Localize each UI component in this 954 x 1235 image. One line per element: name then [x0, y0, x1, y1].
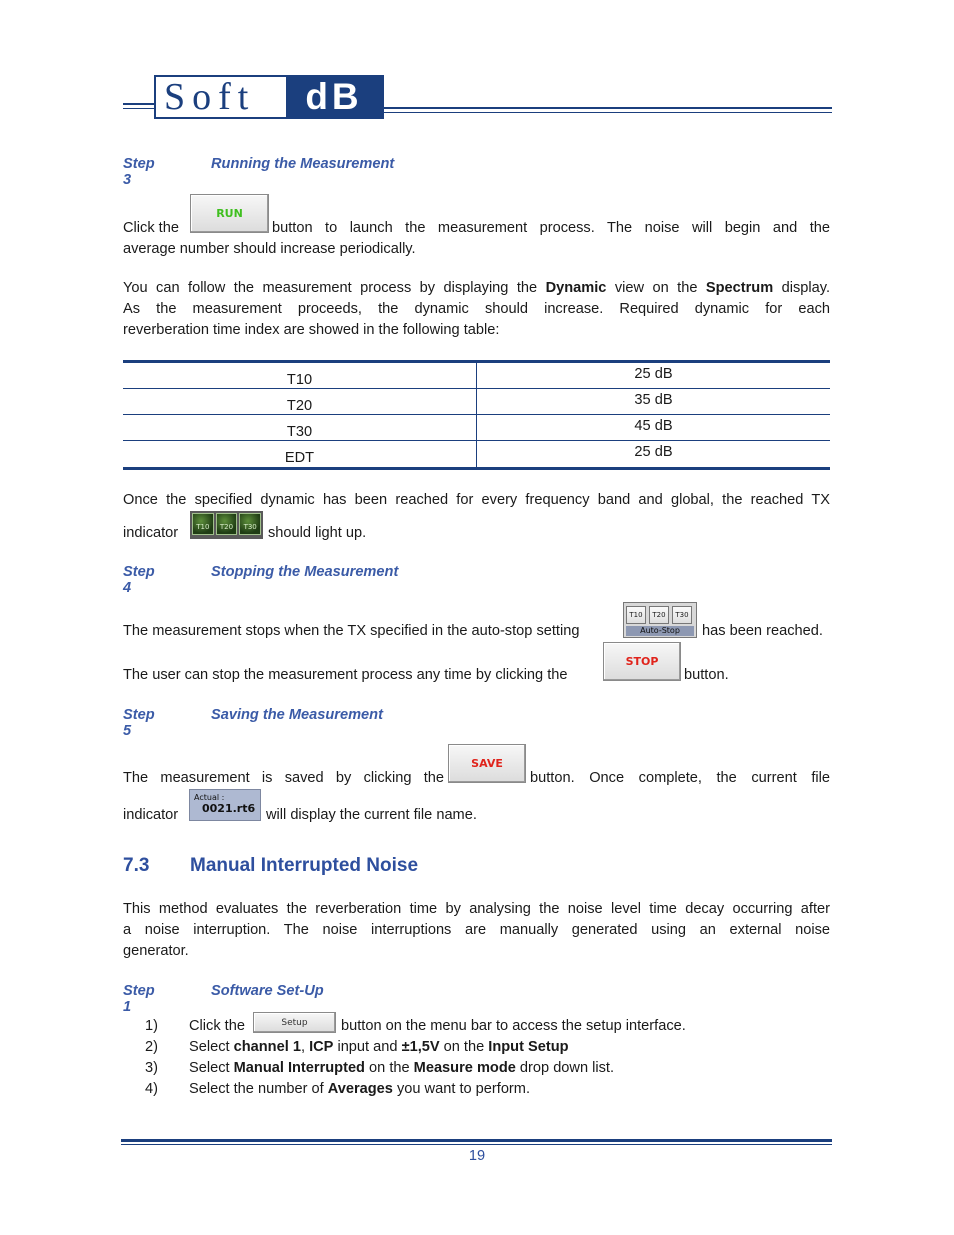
- text: ,: [300, 1039, 310, 1055]
- after-table-line2b: should light up.: [268, 525, 367, 541]
- bold-dynamic: Dynamic: [545, 280, 607, 296]
- softdb-logo: [154, 75, 384, 119]
- autostop-setting[interactable]: [623, 602, 697, 638]
- list-text: [189, 1079, 530, 1100]
- text: You can follow the measurement process by displaying the: [123, 280, 546, 296]
- list-number: 3): [145, 1060, 158, 1076]
- setup-button[interactable]: Setup: [253, 1012, 336, 1033]
- table-bottom-border: [123, 467, 830, 470]
- step4-line1a: The measurement stops when the TX specified in the auto-stop setting: [123, 623, 580, 639]
- table-cell-index: T20: [123, 389, 477, 414]
- text: view on the: [606, 280, 706, 296]
- file-name: 0021.rt6: [202, 802, 256, 815]
- list-item-1-rest: button on the menu bar to access the setup interface.: [341, 1018, 686, 1034]
- page-number: 19: [468, 1148, 486, 1164]
- step3-para1-line1: [123, 218, 179, 239]
- tx-led-t10: T10: [192, 513, 214, 535]
- file-caption: Actual :: [194, 793, 225, 802]
- dynamic-table: [123, 360, 830, 470]
- step-number: Step 1: [123, 983, 155, 1015]
- bold: ±1,5V: [401, 1039, 440, 1055]
- list-number: 2): [145, 1039, 158, 1055]
- text: input and: [333, 1039, 402, 1055]
- text: display.: [773, 280, 831, 296]
- after-table-line2a: indicator: [123, 525, 179, 541]
- section-number: 7.3: [123, 855, 150, 876]
- list-number: 1): [145, 1018, 158, 1034]
- bold: channel 1: [233, 1039, 301, 1055]
- bold: ICP: [309, 1039, 334, 1055]
- step4-line2a: The user can stop the measurement process any time by clicking the: [123, 667, 568, 683]
- para-line: This method evaluates the reverberation time by analysing the noise level time decay occurring after: [123, 901, 830, 917]
- text: on the: [364, 1060, 414, 1076]
- bold: Measure mode: [413, 1060, 516, 1076]
- logo-text-soft: Soft: [156, 77, 286, 117]
- table-row: [123, 441, 830, 467]
- step4-line2b: button.: [684, 667, 729, 683]
- header-rule-right: [380, 107, 832, 109]
- list-text: [189, 1037, 569, 1058]
- step-number: Step 3: [123, 156, 155, 188]
- table-cell-index: EDT: [123, 441, 477, 467]
- step-title: Running the Measurement: [211, 156, 395, 172]
- header-rule-left: [123, 103, 154, 105]
- step5-line1b: button. Once complete, the current file: [530, 770, 830, 786]
- section-paragraph: [123, 899, 830, 962]
- text: Click the: [123, 220, 179, 236]
- step-title: Saving the Measurement: [211, 707, 383, 723]
- step-title: Software Set-Up: [211, 983, 324, 999]
- para-line: reverberation time index are showed in the following table:: [123, 322, 500, 338]
- stop-button[interactable]: STOP: [603, 642, 681, 681]
- tx-led-t30: T30: [239, 513, 261, 535]
- run-button[interactable]: RUN: [190, 194, 269, 233]
- logo-text-db: dB: [286, 77, 382, 117]
- step-number: Step 5: [123, 707, 155, 739]
- text: on the: [439, 1039, 489, 1055]
- table-cell-dynamic: 25 dB: [634, 444, 673, 460]
- list-number: 4): [145, 1081, 158, 1097]
- text: Select: [189, 1039, 234, 1055]
- current-file-indicator: [189, 789, 261, 821]
- bold: Averages: [327, 1081, 393, 1097]
- table-row: [123, 415, 830, 441]
- table-cell-dynamic: 25 dB: [634, 366, 673, 382]
- step5-line2b: will display the current file name.: [266, 807, 477, 823]
- table-cell-dynamic: 35 dB: [634, 392, 673, 408]
- tx-led-t20: T20: [216, 513, 238, 535]
- para-line: a noise interruption. The noise interruptions are manually generated using an external noise: [123, 922, 830, 938]
- autostop-t10-button[interactable]: T10: [626, 606, 646, 624]
- autostop-cells: [624, 603, 696, 624]
- table-cell-index: T30: [123, 415, 477, 440]
- autostop-t30-button[interactable]: T30: [672, 606, 692, 624]
- para-line: As the measurement proceeds, the dynamic should increase. Required dynamic for each: [123, 301, 830, 317]
- text: you want to perform.: [392, 1081, 531, 1097]
- para-line: generator.: [123, 943, 189, 959]
- step3-para2: [123, 278, 830, 341]
- section-title: Manual Interrupted Noise: [190, 855, 419, 876]
- header-rule-right-thin: [380, 112, 832, 113]
- bold-spectrum: Spectrum: [705, 280, 774, 296]
- header-rule-left-thin: [123, 108, 154, 109]
- save-button[interactable]: SAVE: [448, 744, 526, 783]
- text: Click the: [189, 1018, 245, 1034]
- para-line: [123, 278, 830, 299]
- list-text: [189, 1058, 614, 1079]
- step-title: Stopping the Measurement: [211, 564, 399, 580]
- after-table-line1: Once the specified dynamic has been reached for every frequency band and global, the reached TX: [123, 492, 830, 508]
- step5-line1a: The measurement is saved by clicking the: [123, 770, 444, 786]
- bold: Input Setup: [488, 1039, 569, 1055]
- step4-line1b: has been reached.: [702, 623, 823, 639]
- footer-rule-thin: [121, 1144, 832, 1145]
- text: drop down list.: [515, 1060, 615, 1076]
- bold: Manual Interrupted: [233, 1060, 365, 1076]
- step5-line2a: indicator: [123, 807, 179, 823]
- table-cell-dynamic: 45 dB: [634, 418, 673, 434]
- text: Select: [189, 1060, 234, 1076]
- step-number: Step 4: [123, 564, 155, 596]
- autostop-label: Auto-Stop: [626, 626, 694, 636]
- autostop-t20-button[interactable]: T20: [649, 606, 669, 624]
- step3-para1-line1b: button to launch the measurement process. The noise will begin and the: [272, 220, 830, 236]
- table-row: [123, 389, 830, 415]
- step3-para1-line2: average number should increase periodically.: [123, 241, 416, 257]
- table-row: [123, 363, 830, 389]
- text: Select the number of: [189, 1081, 328, 1097]
- tx-indicator: [190, 511, 263, 539]
- table-cell-index: T10: [123, 363, 477, 388]
- footer-rule: [121, 1139, 832, 1142]
